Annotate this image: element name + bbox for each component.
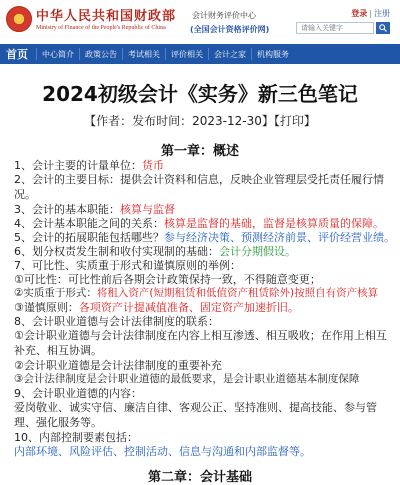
nav-exam[interactable]: 考试相关 — [128, 49, 160, 59]
note-line — [14, 244, 390, 259]
link-separator: | — [369, 9, 372, 18]
note-highlight: 核算与监督 — [120, 203, 175, 216]
ministry-name: 中华人民共和国财政部 — [36, 9, 177, 24]
note-line — [14, 300, 390, 315]
note-line — [14, 202, 390, 217]
nav-evaluation[interactable]: 评价相关 — [171, 49, 203, 59]
note-text: 1、会计主要的计量单位： — [14, 159, 142, 172]
nav-home[interactable]: 首页 — [6, 48, 28, 61]
note-text: 6、划分权责发生制和收付实现制的基础： — [14, 245, 219, 258]
search-icon — [379, 24, 387, 32]
nav-institution[interactable]: 机构服务 — [257, 49, 289, 59]
main-nav — [0, 44, 400, 64]
login-link[interactable]: 登录 — [351, 9, 368, 18]
search-button[interactable] — [376, 22, 390, 34]
nav-accounting-home[interactable]: 会计之家 — [214, 49, 246, 59]
national-emblem-icon — [6, 6, 32, 32]
note-text: ②实质重于形式： — [14, 287, 97, 299]
note-line: 爱岗敬业、诚实守信、廉洁自律、客观公正、坚持准则、提高技能、参与管理、强化服务等。 — [14, 401, 377, 429]
nav-center-intro[interactable]: 中心简介 — [42, 49, 74, 59]
note-line: ①可比性：可比性前后各期会计政策保持一致，不得随意变更； — [14, 273, 321, 286]
note-line: ①会计职业道德与会计法律制度在内容上相互渗透、相互吸收；在作用上相互补充、相互协调。 — [14, 329, 387, 357]
note-highlight: 核算是监督的基础，监督是核算质量的保障。 — [164, 217, 384, 230]
note-line: 8、会计职业道德与会计法律制度的联系： — [14, 315, 219, 328]
note-highlight: 会计分期假设。 — [219, 245, 296, 258]
note-highlight: 货币 — [142, 159, 164, 172]
note-highlight: 各项资产计提减值准备、固定资产加速折旧。 — [78, 301, 299, 314]
center-subtitle: (全国会计资格评价网) — [190, 25, 270, 34]
note-text: 5、会计的拓展职能包括哪些？ — [14, 231, 164, 244]
note-line: 9、会计职业道德的内容： — [14, 387, 142, 400]
nav-policy[interactable]: 政策公告 — [85, 49, 117, 59]
site-header — [0, 0, 400, 44]
note-line — [14, 216, 390, 231]
ministry-name-en: Ministry of Finance of the People's Republic of China — [36, 25, 166, 31]
note-line — [14, 158, 390, 173]
note-line: 2、会计的主要目标：提供会计资料和信息，反映企业管理层受托责任履行情况。 — [14, 173, 384, 201]
note-line: ③会计法律制度是会计职业道德的最低要求，是会计职业道德基本制度保障 — [14, 373, 360, 385]
article-meta: 【作者：发布时间：2023-12-30】【打印】 — [84, 114, 316, 128]
note-line — [14, 230, 395, 245]
note-text: ③谨慎原则： — [14, 301, 79, 314]
note-line: 内部环境、风险评估、控制活动、信息与沟通和内部监督等。 — [14, 445, 311, 458]
note-line: 7、可比性、实质重于形式和谨慎原则的举例： — [14, 259, 241, 272]
note-text: 4、会计基本职能之间的关系： — [14, 217, 164, 230]
chapter-heading: 第一章：概述 — [160, 144, 239, 159]
note-highlight: 参与经济决策、预测经济前景、评价经营业绩。 — [164, 231, 395, 244]
header-links — [351, 8, 390, 19]
note-line — [14, 286, 390, 301]
note-line: ②会计职业道德是会计法律制度的重要补充 — [14, 359, 222, 372]
register-link[interactable]: 注册 — [374, 9, 390, 18]
article-title: 2024初级会计《实务》新三色笔记 — [42, 82, 358, 106]
center-title: 会计财务评价中心 — [192, 11, 256, 20]
note-line: 10、内部控制要素包括： — [14, 431, 138, 444]
note-text: 3、会计的基本职能： — [14, 203, 120, 216]
chapter-heading: 第二章：会计基础 — [147, 470, 252, 485]
search-input[interactable] — [296, 22, 374, 34]
note-highlight: 将租入资产(短期租赁和低值资产租赁除外)按照自有资产核算 — [96, 287, 379, 299]
